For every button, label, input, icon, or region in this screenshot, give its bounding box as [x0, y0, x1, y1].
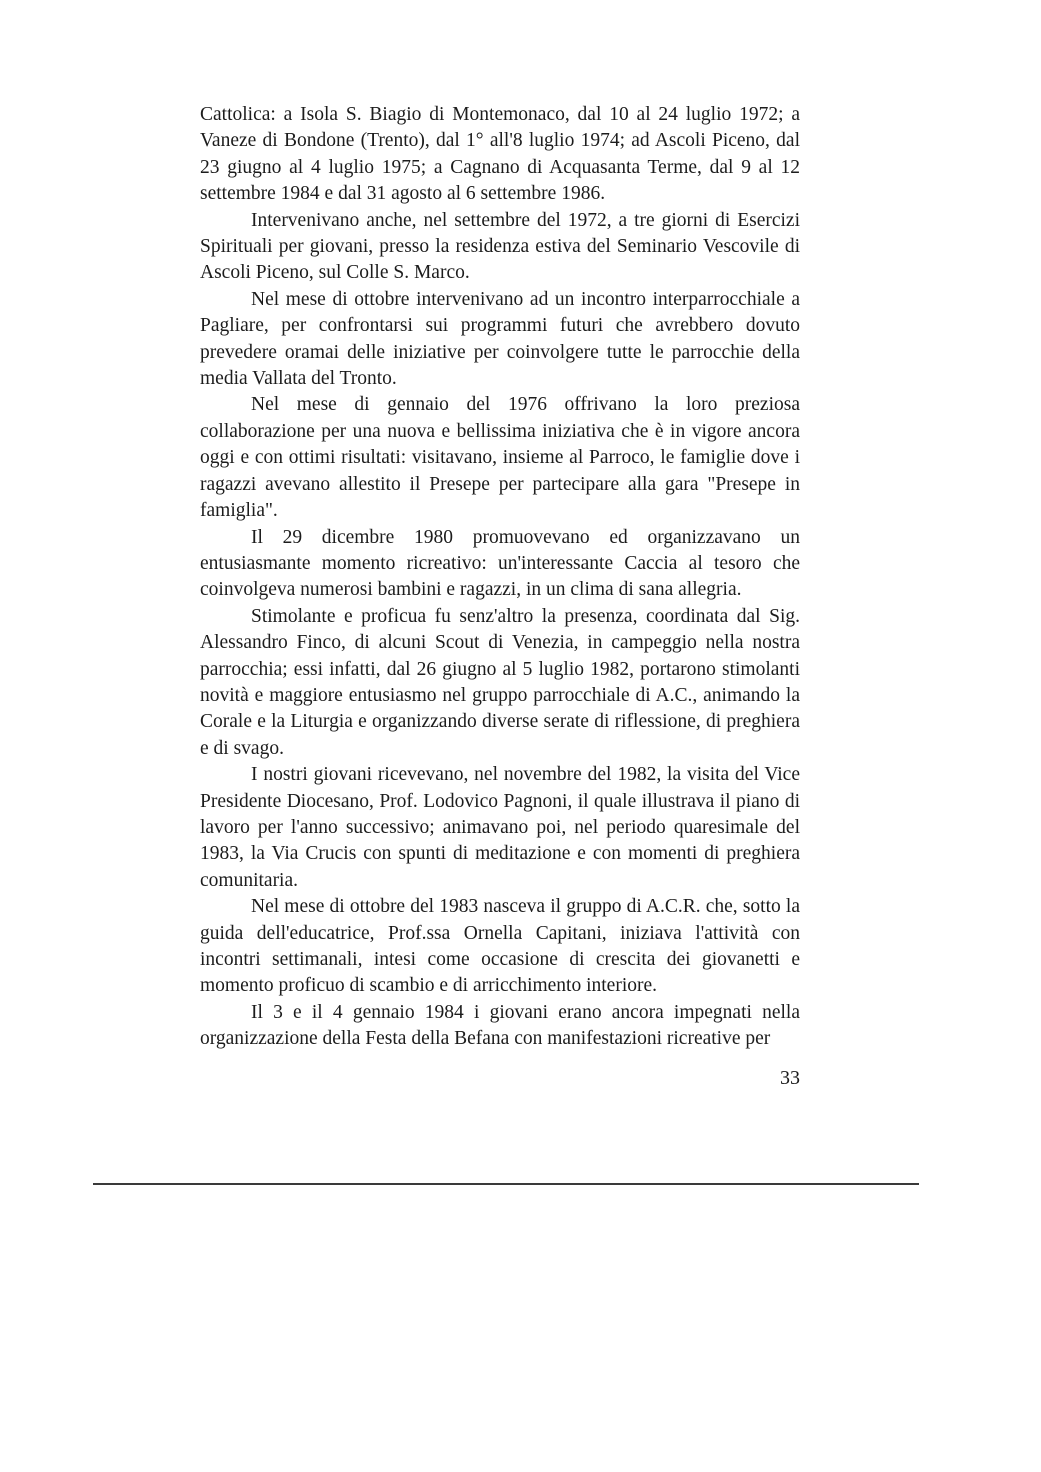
page-number: 33 — [780, 1067, 800, 1089]
paragraph-1: Cattolica: a Isola S. Biagio di Montemonaco, dal 10 al 24 luglio 1972; a Vaneze di Bondone (Trento), dal 1° all'8 luglio 1974; ad Ascoli Piceno, dal 23 giugno al 4 luglio 1975; a Cagnano di Acquasanta Terme, dal 9 al 12 settembre 1984 e dal 31 agosto al 6 settembre 1986. — [200, 104, 800, 205]
paragraph-3: Nel mese di ottobre intervenivano ad un incontro interparrocchiale a Pagliare, per confrontarsi sui programmi futuri che avrebbero dovuto prevedere oramai delle iniziative per coinvolgere tutte le parrocchie della media Vallata del Tronto. — [200, 288, 800, 390]
paragraph-8: Nel mese di ottobre del 1983 nasceva il gruppo di A.C.R. che, sotto la guida dell'educatrice, Prof.ssa Ornella Capitani, iniziava l'attività con incontri settimanali, intesi come occasione di crescita dei giovanetti e momento proficuo di scambio e di arricchimento interiore. — [200, 896, 800, 997]
paragraph-7: I nostri giovani ricevevano, nel novembre del 1982, la visita del Vice Presidente Diocesano, Prof. Lodovico Pagnoni, il quale illustrava il piano di lavoro per l'anno successivo; animavano poi, nel periodo quaresimale del 1983, la Via Crucis con spunti di meditazione e con momenti di preghiera comunitaria. — [200, 764, 800, 891]
paragraph-6: Stimolante e proficua fu senz'altro la presenza, coordinata dal Sig. Alessandro Finco, di alcuni Scout di Venezia, in campeggio nella nostra parrocchia; essi infatti, dal 26 giugno al 5 luglio 1982, portarono stimolanti novità e maggiore entusiasmo nel gruppo parrocchiale di A.C., animando la Corale e la Liturgia e organizzando diverse serate di riflessione, di preghiera e di svago. — [200, 605, 800, 759]
body-text — [200, 102, 800, 1053]
paragraph-4: Nel mese di gennaio del 1976 offrivano la loro preziosa collaborazione per una nuova e bellissima iniziativa che è in vigore ancora oggi e con ottimi risultati: visitavano, insieme al Parroco, le famiglie dove i ragazzi avevano allestito il Presepe per partecipare alla gara "Presepe in famiglia". — [200, 394, 800, 522]
paragraph-9: Il 3 e il 4 gennaio 1984 i giovani erano ancora impegnati nella organizzazione della Festa della Befana con manifestazioni ricreative per — [200, 1001, 800, 1050]
paragraph-5: Il 29 dicembre 1980 promuovevano ed organizzavano un entusiasmante momento ricreativo: un'interessante Caccia al tesoro che coinvolgeva numerosi bambini e ragazzi, in un clima di sana allegria. — [200, 526, 800, 601]
paragraph-2: Intervenivano anche, nel settembre del 1972, a tre giorni di Esercizi Spirituali per giovani, presso la residenza estiva del Seminario Vescovile di Ascoli Piceno, sul Colle S. Marco. — [200, 209, 800, 284]
bottom-rule — [93, 1183, 919, 1185]
